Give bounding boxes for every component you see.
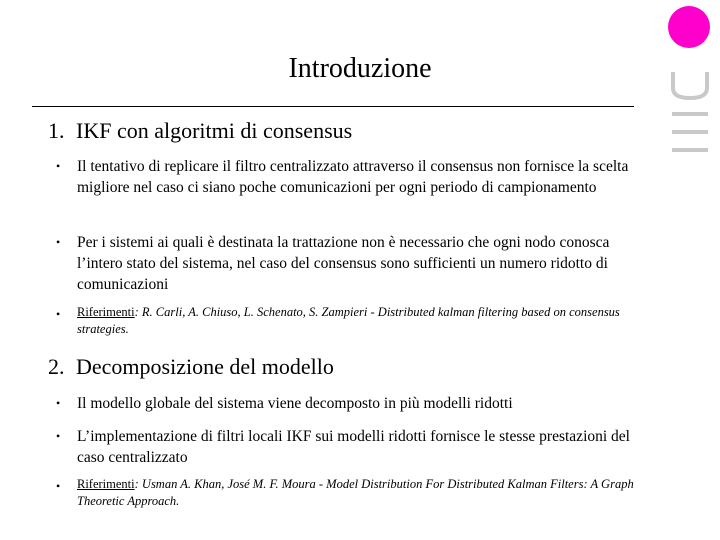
reference-citation: : R. Carli, A. Chiuso, L. Schenato, S. Zampieri - Distributed kalman filtering based on consensus strategies. <box>77 305 620 336</box>
section-2-heading <box>48 354 334 380</box>
reference-citation: : Usman A. Khan, José M. F. Moura - Model Distribution For Distributed Kalman Filters: A Graph Theoretic Approach. <box>77 477 634 508</box>
bullet-icon: • <box>56 429 61 443</box>
logo-dot-icon <box>668 6 710 48</box>
bullet-text: L’implementazione di filtri locali IKF sui modelli ridotti fornisce le stesse prestazioni del caso centralizzato <box>77 428 630 466</box>
reference-label: Riferimenti <box>77 477 135 491</box>
reference-text <box>77 304 637 338</box>
section-number: 1. <box>48 118 65 143</box>
bullet-text: Il modello globale del sistema viene decomposto in più modelli ridotti <box>77 395 513 412</box>
bullet-text: Il tentativo di replicare il filtro centralizzato attraverso il consensus non fornisce la scelta migliore nel caso ci siano poche comunicazioni per ogni periodo di campionamento <box>77 158 629 196</box>
title-rule <box>32 106 634 107</box>
slide-title: Introduzione <box>288 53 432 84</box>
bullet-icon: • <box>56 307 61 321</box>
section-number: 2. <box>48 354 65 379</box>
logo-bars-icon <box>670 70 710 166</box>
bullet-icon: • <box>56 235 61 249</box>
bullet-text: Per i sistemi ai quali è destinata la trattazione non è necessario che ogni nodo conosca l’intero stato del sistema, nel caso del consensus sono sufficienti un numero ridotto di comunicazioni <box>77 234 610 293</box>
bullet-icon: • <box>56 479 61 493</box>
section-1-heading <box>48 118 352 144</box>
section-title: IKF con algoritmi di consensus <box>76 118 353 143</box>
bullet-icon: • <box>56 159 61 173</box>
reference-label: Riferimenti <box>77 305 135 319</box>
section-title: Decomposizione del modello <box>76 354 334 379</box>
reference-text <box>77 476 637 510</box>
bullet-icon: • <box>56 396 61 410</box>
